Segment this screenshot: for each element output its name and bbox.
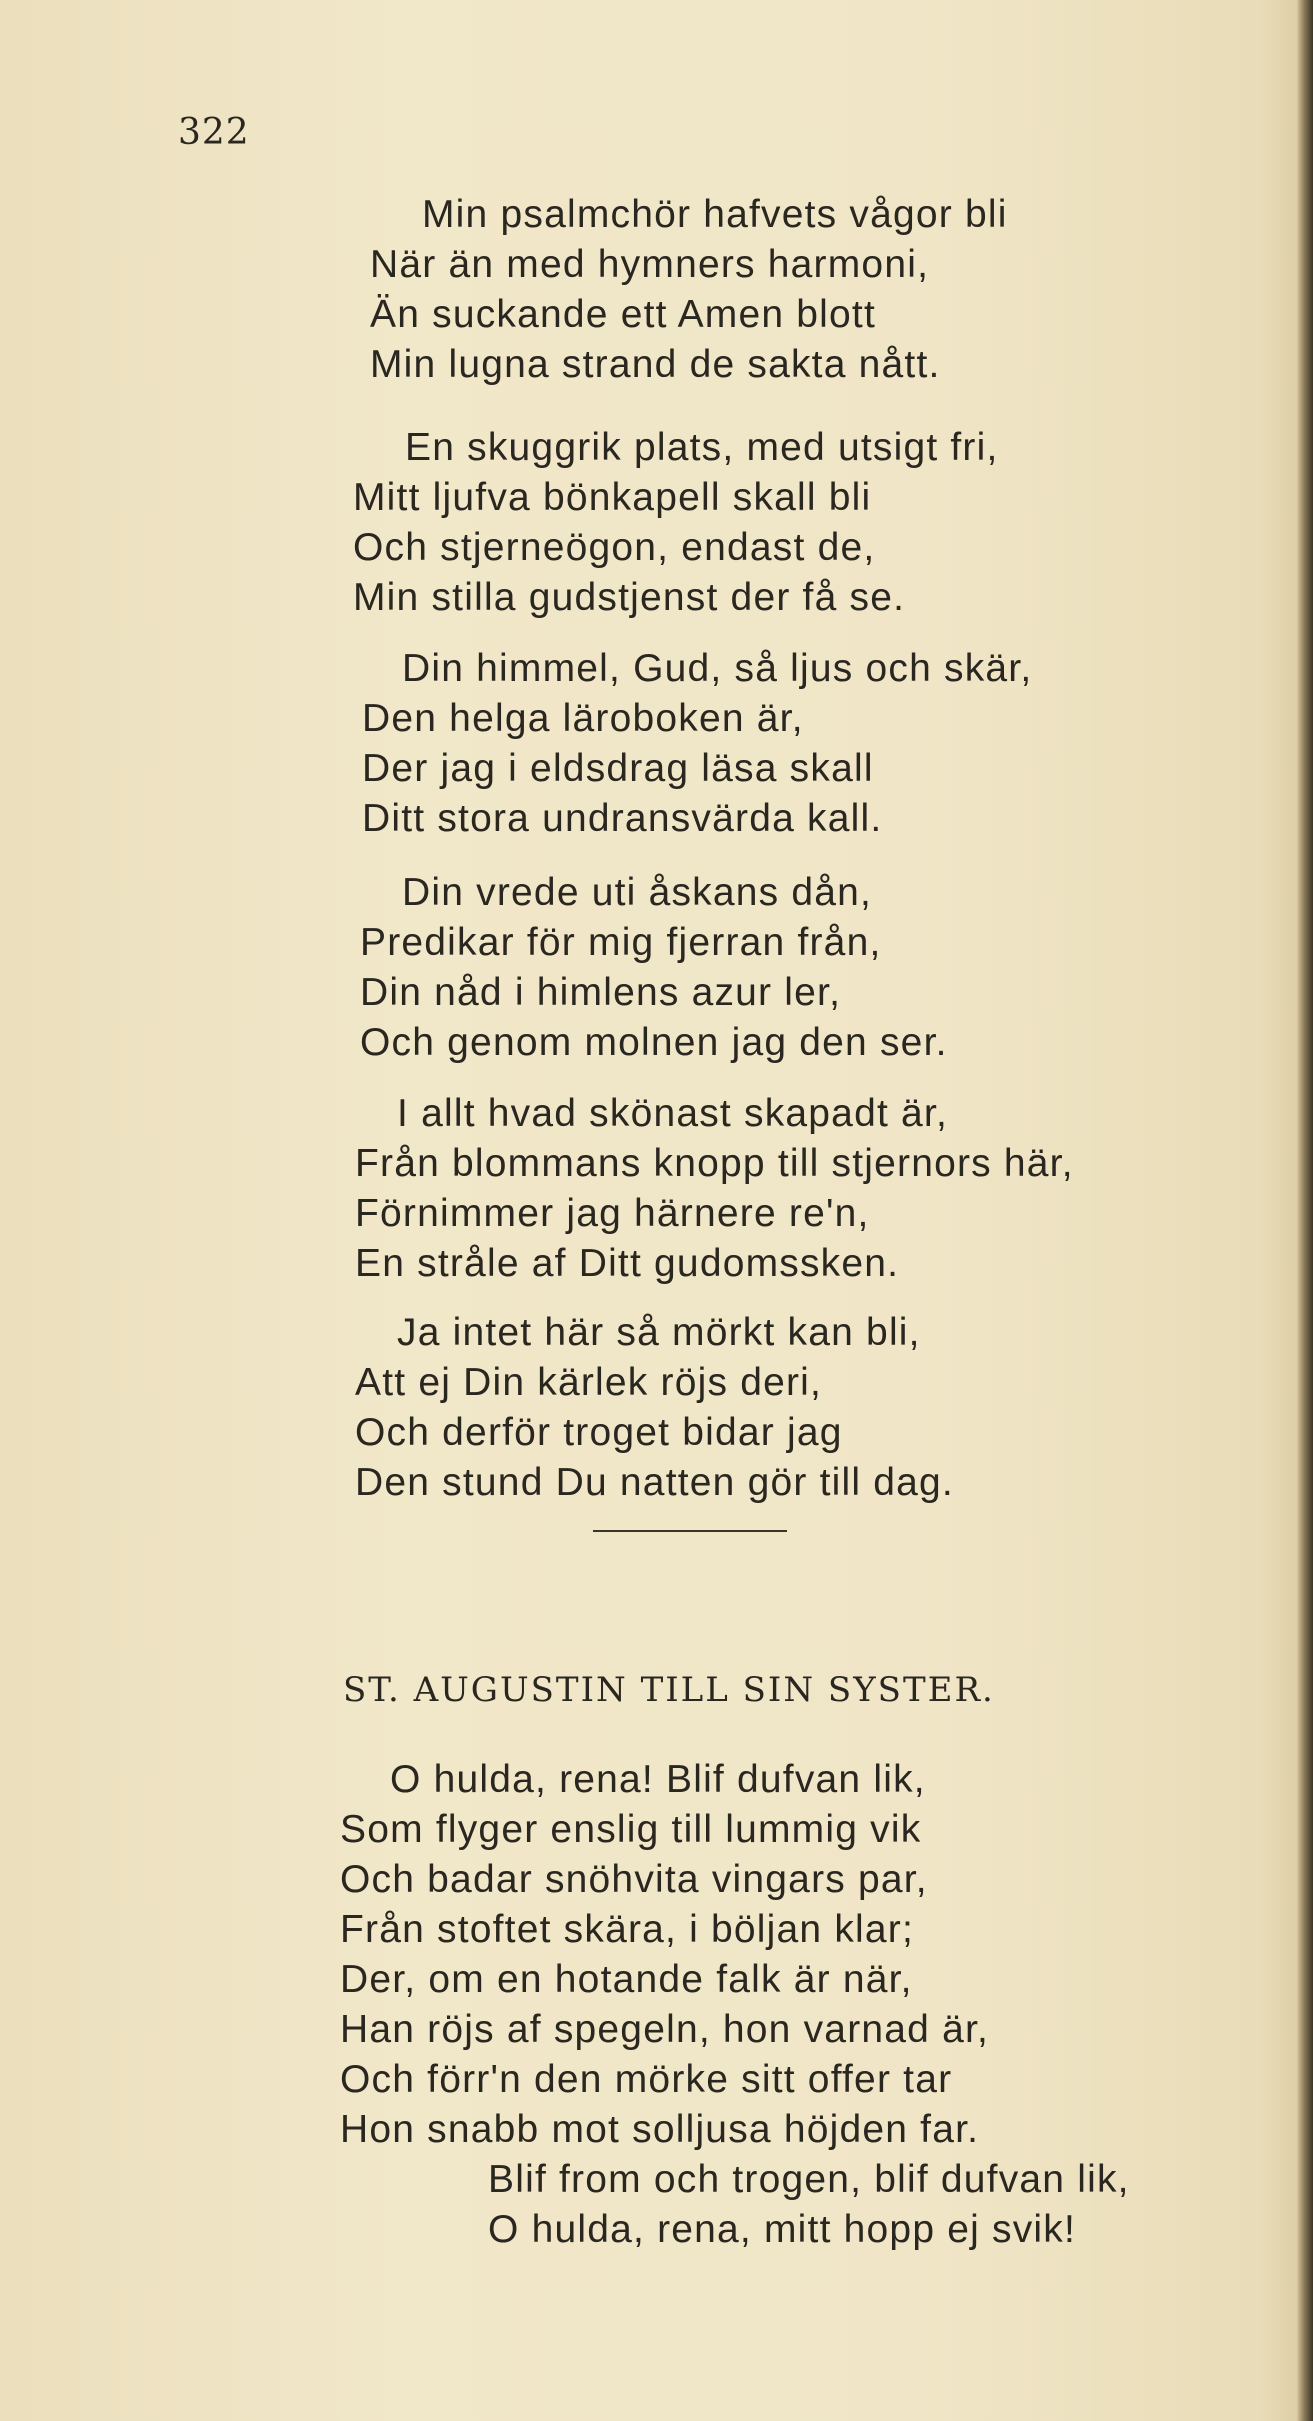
poem-line: Den stund Du natten gör till dag. [355,1461,954,1504]
poem-line: Ja intet här så mörkt kan bli, [397,1311,921,1354]
poem-line: Förnimmer jag härnere re'n, [355,1192,870,1235]
poem-refrain-line: O hulda, rena, mitt hopp ej svik! [488,2208,1077,2251]
poem-line: En skuggrik plats, med utsigt fri, [405,426,999,469]
poem-line: O hulda, rena! Blif dufvan lik, [390,1758,926,1801]
poem-line: Och derför troget bidar jag [355,1411,843,1454]
poem-line: Din nåd i himlens azur ler, [360,971,842,1014]
poem-line: Den helga läroboken är, [362,697,804,740]
poem-line: Min lugna strand de sakta nått. [370,343,941,386]
poem-line: Din vrede uti åskans dån, [402,871,873,914]
poem-line: En stråle af Ditt gudomssken. [355,1242,900,1285]
poem-line: Mitt ljufva bönkapell skall bli [353,476,872,519]
poem-line: Och badar snöhvita vingars par, [340,1858,928,1901]
poem-line: Från stoftet skära, i böljan klar; [340,1908,915,1951]
poem-line: Att ej Din kärlek röjs deri, [355,1361,823,1404]
poem-line: Han röjs af spegeln, hon varnad är, [340,2008,990,2051]
poem-line: Der jag i eldsdrag läsa skall [362,747,874,790]
poem-line: Min psalmchör hafvets vågor bli [422,193,1008,236]
poem-line: När än med hymners harmoni, [370,243,930,286]
poem-refrain-line: Blif from och trogen, blif dufvan lik, [488,2158,1130,2201]
poem-line: Och förr'n den mörke sitt offer tar [340,2058,953,2101]
page-number: 322 [178,112,250,153]
page-edge [1297,0,1313,2421]
poem-line: Och genom molnen jag den ser. [360,1021,948,1064]
poem-title: ST. AUGUSTIN TILL SIN SYSTER. [343,1670,995,1710]
poem-line: Predikar för mig fjerran från, [360,921,882,964]
poem-line: I allt hvad skönast skapadt är, [397,1092,948,1135]
poem-line: Som flyger enslig till lummig vik [340,1808,922,1851]
poem-line: Från blommans knopp till stjernors här, [355,1142,1074,1185]
poem-line: Der, om en hotande falk är när, [340,1958,913,2001]
section-divider [593,1530,787,1532]
poem-line: Din himmel, Gud, så ljus och skär, [402,647,1033,690]
poem-line: Än suckande ett Amen blott [370,293,876,336]
poem-line: Min stilla gudstjenst der få se. [353,576,906,619]
poem-line: Hon snabb mot solljusa höjden far. [340,2108,980,2151]
poem-line: Ditt stora undransvärda kall. [362,797,883,840]
poem-line: Och stjerneögon, endast de, [353,526,876,569]
